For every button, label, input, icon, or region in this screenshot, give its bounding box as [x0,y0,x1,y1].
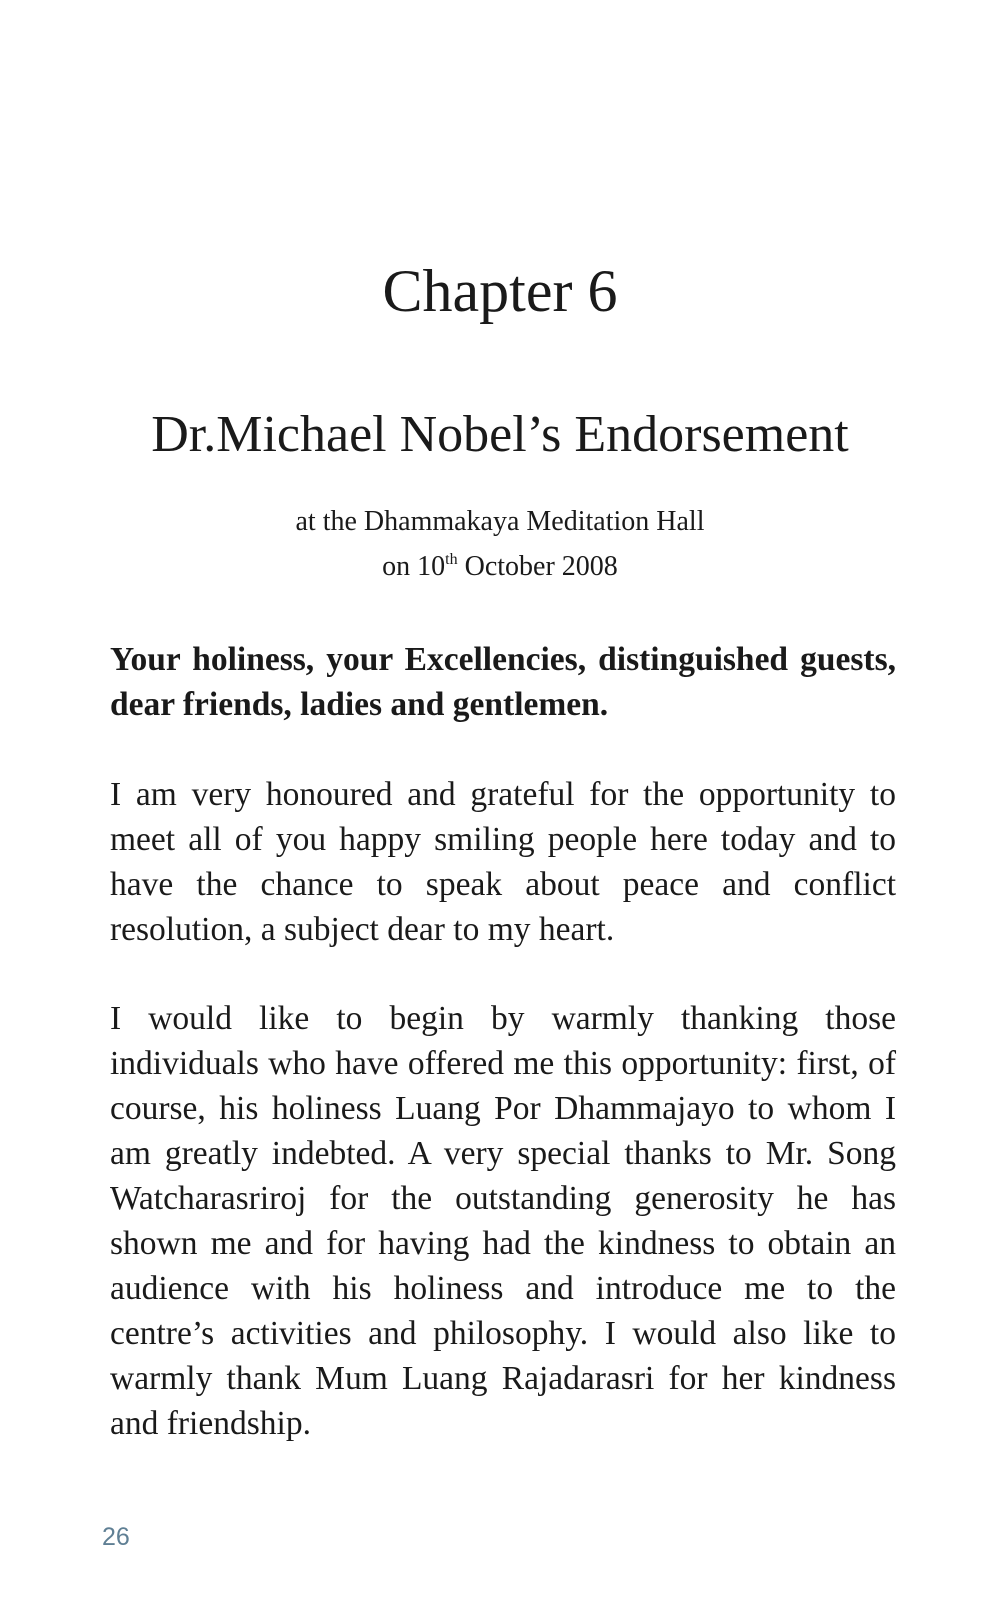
date-prefix: on 10 [382,551,446,582]
date-ordinal: th [445,551,458,568]
date-line [0,550,1000,584]
paragraph-1: I am very honoured and grateful for the opportunity to meet all of you happy smiling people here today and to have the chance to speak about peace and conflict resolution, a subject dear to my heart. [110,776,896,948]
paragraph-2: I would like to begin by warmly thanking those individuals who have offered me this opportunity: first, of course, his holiness Luang Por Dhammajayo to whom I am greatly indebted. A very special thanks to Mr. Song Watcharasriroj for the outstanding generosity he has shown me and for having had the kindness to obtain an audience with his holiness and introduce me to the centre’s activities and philosophy. I would also like to warmly thank Mum Luang Rajadarasri for her kindness and friendship. [110,1000,896,1442]
venue-line: at the Dhammakaya Meditation Hall [295,506,705,537]
chapter-title: Dr.Michael Nobel’s Endorsement [151,406,849,463]
page-number: 26 [102,1523,130,1551]
salutation: Your holiness, your Excellencies, distinguished guests, dear friends, ladies and gentlemen. [110,641,896,723]
chapter-heading: Chapter 6 [382,258,618,324]
date-suffix: October 2008 [457,551,618,582]
